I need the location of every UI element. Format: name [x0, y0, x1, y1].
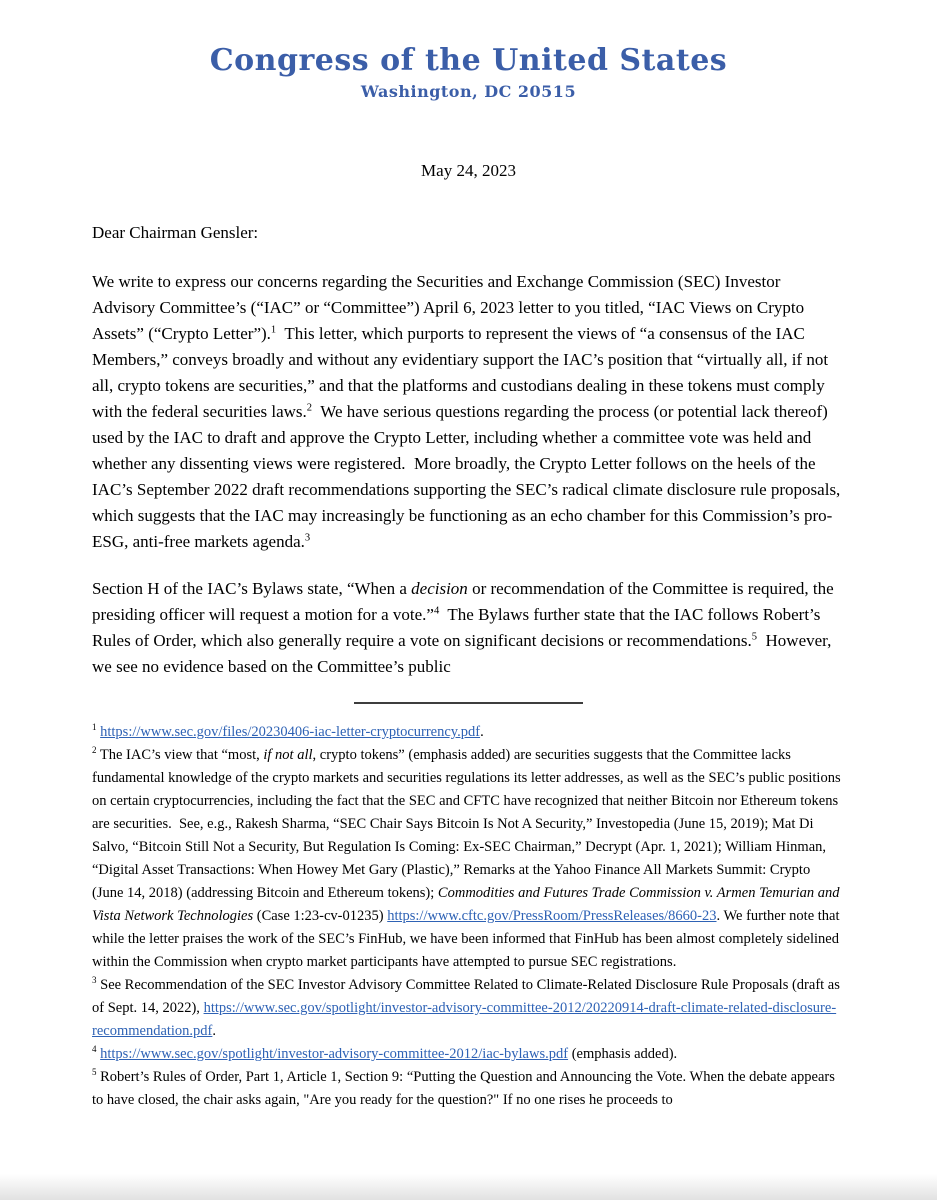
text-run: (emphasis added).	[568, 1046, 678, 1062]
footnote-marker: 4	[433, 605, 440, 617]
footnote-separator	[354, 702, 583, 704]
letterhead-subtitle: Washington, DC 20515	[360, 82, 577, 101]
text-run: We write to express our concerns regarding the Securities and Exchange Commission (SEC) Investor Advisory Committee’s (“IAC” or “Committee”) April 6, 2023 letter to you titled, “IAC Views on Crypto Assets” (“Crypto Letter”).	[92, 272, 808, 343]
letterhead-title: Congress of the United States	[209, 43, 728, 78]
text-run: . We further note that while the letter praises the work of the SEC’s FinHub, we have been informed that FinHub has been almost completely sidelined within the Commission when crypto market participants have attempted to pursue SEC registrations.	[92, 908, 844, 970]
text-run: We have serious questions regarding the process (or potential lack thereof) used by the IAC to draft and approve the Crypto Letter, including whether a committee vote was held and whether any dissenting views were registered. More broadly, the Crypto Letter follows on the heels of the IAC’s September 2022 draft recommendations supporting the SEC’s radical climate disclosure rule proposals, which suggests that the IAC may increasingly be functioning as an echo chamber for this Commission’s pro-ESG, anti-free markets agenda.	[92, 402, 845, 551]
text-run: The IAC’s view that “most,	[96, 747, 264, 763]
text-run: This letter, which purports to represent the views of “a consensus of the IAC Members,” conveys broadly and without any evidentiary support the IAC’s position that “virtually all, if not all, crypto tokens are securities,” and that the platforms and custodians dealing in these tokens must comply with the federal securities laws.	[92, 324, 833, 421]
footnotes-section	[92, 712, 845, 1112]
footnote-2	[92, 744, 845, 974]
text-run: However, we see no evidence based on the Committee’s public	[92, 631, 836, 676]
footnote-marker: 1	[270, 324, 277, 336]
footnote-3	[92, 974, 845, 1043]
text-run: (Case 1:23-cv-01235)	[253, 908, 388, 924]
footnote-marker: 1	[92, 722, 97, 733]
text-run: .	[480, 724, 484, 740]
date-line: May 24, 2023	[421, 161, 516, 180]
hyperlink[interactable]: https://www.sec.gov/spotlight/investor-advisory-committee-2012/iac-bylaws.pdf	[100, 1046, 569, 1062]
text-run: See Recommendation of the SEC Investor Advisory Committee Related to Climate-Related Disclosure Rule Proposals (draft as of Sept. 14, 2022),	[92, 977, 844, 1016]
salutation: Dear Chairman Gensler:	[92, 223, 259, 242]
footnote-marker: 5	[751, 631, 758, 643]
text-run: The Bylaws further state that the IAC follows Robert’s Rules of Order, which also generally require a vote on significant decisions or recommendations.	[92, 605, 825, 650]
hyperlink[interactable]: https://www.sec.gov/spotlight/investor-advisory-committee-2012/20220914-draft-climate-related-disclosure-recommendation.pdf	[92, 1000, 837, 1039]
footnote-marker: 2	[92, 745, 97, 756]
footnote-marker: 3	[304, 532, 311, 544]
letterhead	[92, 44, 845, 102]
footnote-4	[92, 1043, 845, 1066]
footnote-5	[92, 1066, 845, 1112]
text-run: if not all	[263, 747, 313, 763]
footnote-marker: 2	[306, 402, 313, 414]
text-run: or recommendation of the Committee is required, the presiding officer will request a motion for a vote.”	[92, 579, 838, 624]
page-bottom-shade	[0, 1174, 937, 1200]
text-run: Robert’s Rules of Order, Part 1, Article 1, Section 9: “Putting the Question and Announcing the Vote. When the debate appears to have closed, the chair asks again, "Are you ready for the question?" If no one rises he proceeds to	[92, 1069, 839, 1108]
text-run: Commodities and Futures Trade Commission v. Armen Temurian and Vista Network Technologies	[92, 885, 844, 924]
text-run: .	[212, 1023, 217, 1039]
footnote-marker: 5	[92, 1067, 97, 1078]
hyperlink[interactable]: https://www.sec.gov/files/20230406-iac-letter-cryptocurrency.pdf	[100, 724, 481, 740]
footnote-marker: 3	[92, 975, 97, 986]
text-run: decision	[411, 579, 468, 598]
footnote-1	[92, 721, 845, 744]
footnote-marker: 4	[92, 1044, 97, 1055]
text-run: Section H of the IAC’s Bylaws state, “When a	[92, 579, 412, 598]
text-run: , crypto tokens” (emphasis added) are securities suggests that the Committee lacks fundamental knowledge of the crypto markets and securities regulations its letter addresses, as well as the SEC’s public positions on certain cryptocurrencies, including the fact that the SEC and CFTC have recognized that neither Bitcoin nor Ethereum tokens are securities. See, e.g., Rakesh Sharma, “SEC Chair Says Bitcoin Is Not A Security,” Investopedia (June 15, 2019); Mat Di Salvo, “Bitcoin Still Not a Security, But Regulation Is Coming: Ex-SEC Chairman,” Decrypt (Apr. 1, 2021); William Hinman, “Digital Asset Transactions: When Howey Met Gary (Plastic),” Remarks at the Yahoo Finance All Markets Summit: Crypto (June 14, 2018) (addressing Bitcoin and Ethereum tokens);	[92, 747, 845, 901]
hyperlink[interactable]: https://www.cftc.gov/PressRoom/PressReleases/8660-23	[387, 908, 717, 924]
body-paragraph-2	[92, 576, 845, 680]
body-paragraph-1	[92, 269, 845, 555]
